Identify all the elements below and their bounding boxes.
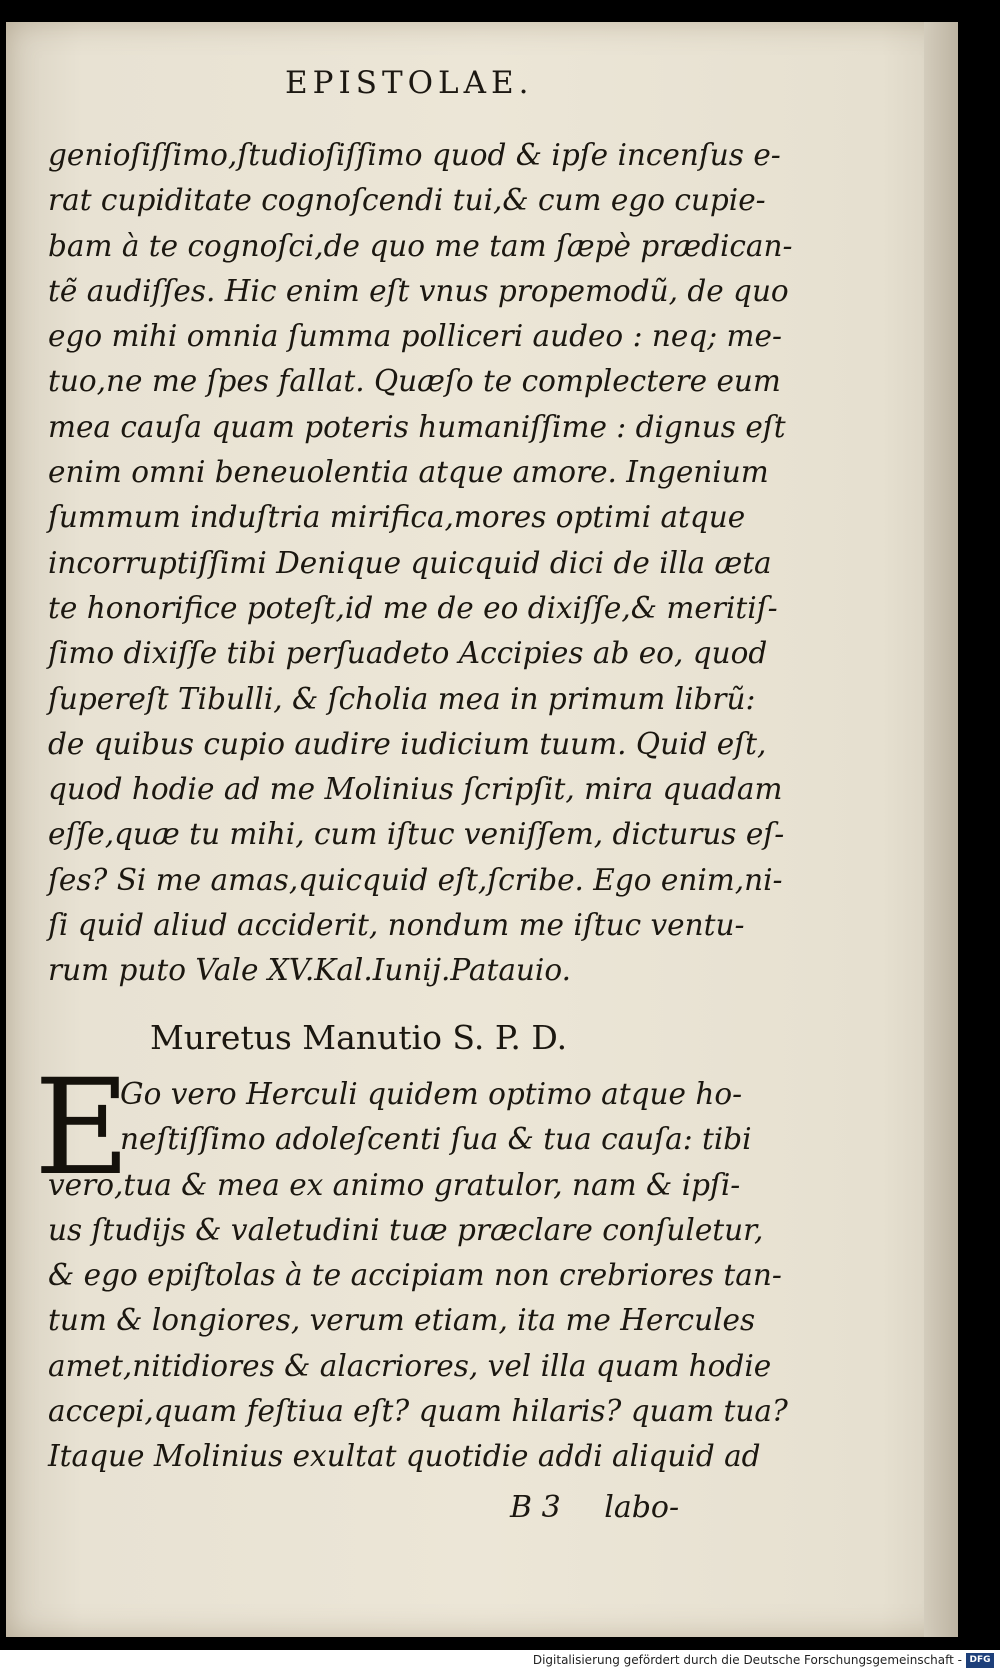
- text-line: eſſe,quæ tu mihi, cum iſtuc veniſſem, dicturus eſ-: [48, 817, 785, 852]
- text-line: te honorifice poteſt,id me de eo dixiſſe,& meritiſ-: [48, 590, 778, 625]
- letter-heading: Muretus Manutio S. P. D.: [150, 1018, 568, 1057]
- page-edge: [924, 22, 958, 1637]
- text-line: Itaque Molinius exultat quotidie addi aliquid ad: [48, 1439, 761, 1474]
- text-line: & ego epiſtolas à te accipiam non crebriores tan-: [48, 1258, 782, 1293]
- text-line: genioſiſſimo,ſtudioſiſſimo quod & ipſe incenſus e-: [48, 138, 781, 172]
- new-letter-body: [48, 1072, 788, 1480]
- text-line: incorruptiſſimi Denique quicquid dici de illa æta: [48, 545, 772, 580]
- text-line: vero,tua & mea ex animo gratulor, nam & ipſi-: [48, 1167, 741, 1202]
- dfg-logo: DFG: [966, 1653, 994, 1668]
- running-header: EPISTOLAE.: [285, 65, 534, 101]
- text-line: mea cauſa quam poteris humaniſſime : dignus eſt: [48, 409, 786, 444]
- text-line: us ſtudijs & valetudini tuæ præclare conſuletur,: [48, 1212, 764, 1247]
- credit-bar: [0, 1650, 1000, 1672]
- text-line: de quibus cupio audire iudicium tuum. Quid eſt,: [48, 726, 767, 761]
- text-line: ſummum induſtria mirifica,mores optimi atque: [48, 500, 746, 535]
- text-line: tẽ audiſſes. Hic enim eſt vnus propemodũ, de quo: [48, 273, 789, 308]
- drop-cap-initial: E: [34, 1051, 131, 1205]
- text-line: bam à te cognoſci,de quo me tam ſæpè prædican-: [48, 228, 793, 263]
- text-line: ego mihi omnia ſumma polliceri audeo : neq; me-: [48, 319, 782, 354]
- text-line: rum puto Vale XV.Kal.Iunij.Patauio.: [48, 953, 571, 988]
- text-line: ſupereſt Tibulli, & ſcholia mea in primum librũ:: [48, 681, 756, 716]
- text-line: amet,nitidiores & alacriores, vel illa quam hodie: [48, 1348, 772, 1383]
- text-line: tuo,ne me ſpes fallat. Quæſo te complectere eum: [48, 364, 781, 399]
- letter-continuation: [48, 133, 793, 994]
- page-footer: [510, 1490, 679, 1525]
- text-line: enim omni beneuolentia atque amore. Ingenium: [48, 455, 769, 490]
- signature-mark: B 3: [510, 1490, 561, 1525]
- text-line: tum & longiores, verum etiam, ita me Hercules: [48, 1303, 756, 1338]
- text-line: ſi quid aliud acciderit, nondum me iſtuc ventu-: [48, 908, 745, 943]
- text-line: ſimo dixiſſe tibi perſuadeto Accipies ab eo, quod: [48, 636, 768, 671]
- text-line: accepi,quam feſtiua eſt? quam hilaris? quam tua?: [48, 1394, 788, 1429]
- text-line: quod hodie ad me Molinius ſcripſit, mira quadam: [48, 772, 783, 807]
- text-line: neſtiſſimo adoleſcenti ſua & tua cauſa: tibi: [120, 1122, 752, 1157]
- funding-credit: Digitalisierung gefördert durch die Deutsche Forschungsgemeinschaft -: [532, 1653, 962, 1667]
- text-line: rat cupiditate cognoſcendi tui,& cum ego cupie-: [48, 183, 766, 218]
- text-line: ſes? Si me amas,quicquid eſt,ſcribe. Ego enim,ni-: [48, 862, 783, 897]
- text-line: Go vero Herculi quidem optimo atque ho-: [120, 1077, 743, 1111]
- catchword: labo-: [604, 1490, 680, 1525]
